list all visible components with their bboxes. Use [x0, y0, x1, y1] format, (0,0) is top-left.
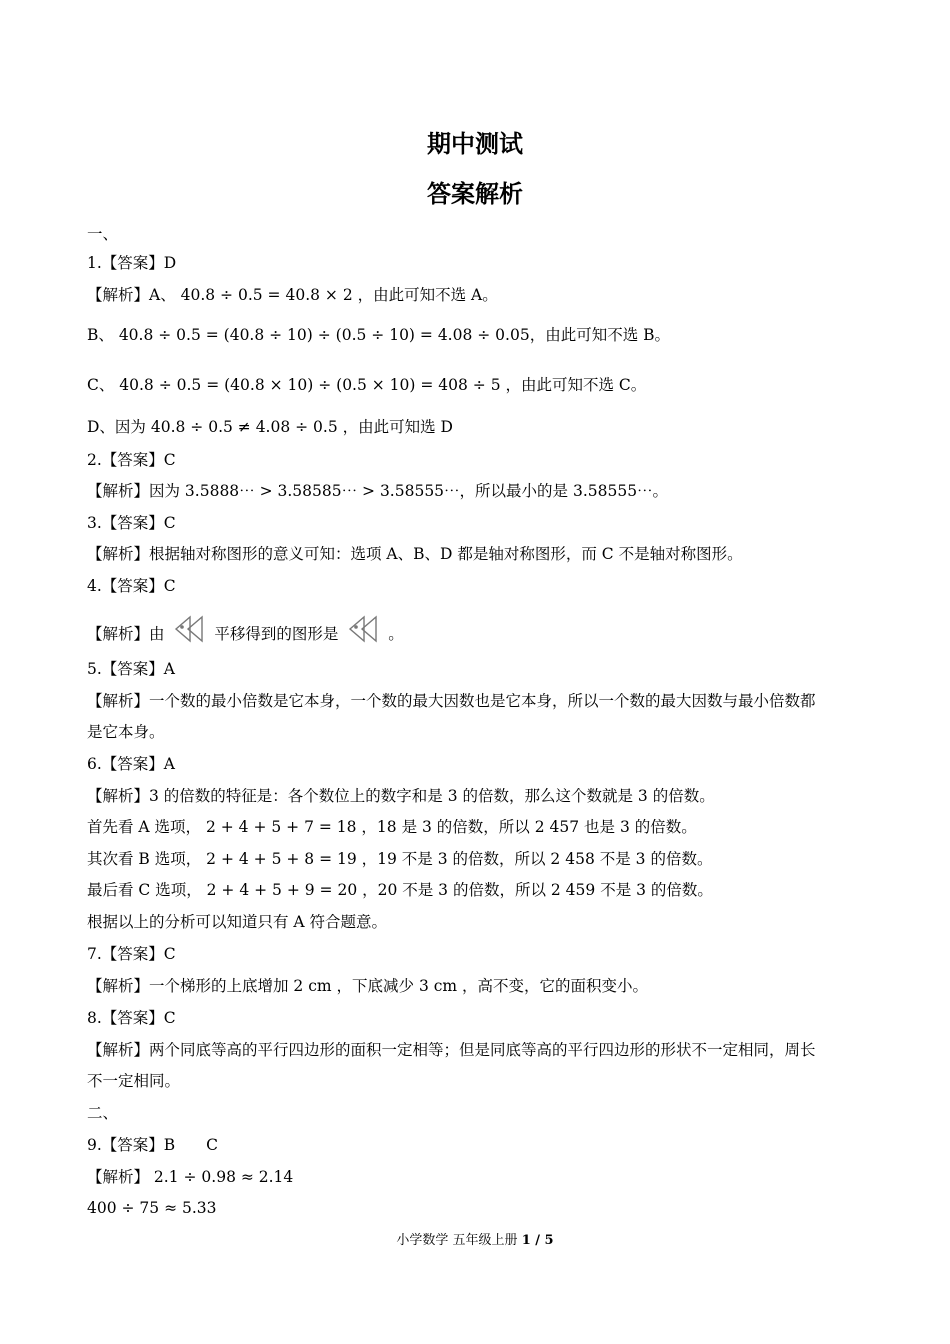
- q4-analysis-line: [87, 614, 877, 656]
- analysis-line: B、 40.8 ÷ 0.5 = (40.8 ÷ 10) ÷ (0.5 ÷ 10) = 4.08 ÷ 0.05，由此可知不选 B。: [87, 326, 671, 344]
- answer-line: 8.【答案】C: [87, 1009, 176, 1027]
- section-heading: 一、: [87, 225, 119, 243]
- answer-line: 5.【答案】A: [87, 660, 175, 678]
- analysis-line: 【解析】3 的倍数的特征是：各个数位上的数字和是 3 的倍数，那么这个数就是 3 的倍数。: [87, 787, 715, 805]
- double-triangle-left-icon: [346, 614, 380, 656]
- analysis-line: 不一定相同。: [87, 1072, 181, 1090]
- analysis-line: 【解析】因为 3.5888⋯ > 3.58585⋯ > 3.58555⋯，所以最小的是 3.58555⋯。: [87, 482, 669, 500]
- analysis-line: 根据以上的分析可以知道只有 A 符合题意。: [87, 913, 388, 931]
- analysis-line: C、 40.8 ÷ 0.5 = (40.8 × 10) ÷ (0.5 × 10) = 408 ÷ 5 ，由此可知不选 C。: [87, 376, 647, 394]
- analysis-line: 400 ÷ 75 ≈ 5.33: [87, 1199, 217, 1217]
- analysis-line: 【解析】 2.1 ÷ 0.98 ≈ 2.14: [87, 1168, 294, 1186]
- answer-line: 2.【答案】C: [87, 451, 176, 469]
- answer-line: 9.【答案】B C: [87, 1136, 219, 1154]
- q4-suffix: 。: [388, 625, 404, 643]
- page-subtitle: 答案解析: [427, 180, 523, 208]
- analysis-line: 首先看 A 选项， 2 + 4 + 5 + 7 = 18 ，18 是 3 的倍数，所以 2 457 也是 3 的倍数。: [87, 818, 697, 836]
- analysis-line: 【解析】一个数的最小倍数是它本身，一个数的最大因数也是它本身，所以一个数的最大因数与最小倍数都: [87, 692, 816, 710]
- page-footer: [0, 1229, 950, 1248]
- analysis-line: 其次看 B 选项， 2 + 4 + 5 + 8 = 19 ，19 不是 3 的倍数，所以 2 458 不是 3 的倍数。: [87, 850, 713, 868]
- answer-line: 1.【答案】D: [87, 254, 177, 272]
- answer-line: 3.【答案】C: [87, 514, 176, 532]
- analysis-line: 【解析】一个梯形的上底增加 2 cm ，下底减少 3 cm ，高不变，它的面积变小。: [87, 977, 649, 995]
- analysis-line: 【解析】两个同底等高的平行四边形的面积一定相等；但是同底等高的平行四边形的形状不一定相同，周长: [87, 1041, 816, 1059]
- answer-line: 4.【答案】C: [87, 577, 176, 595]
- footer-subject: 小学数学 五年级上册: [396, 1233, 518, 1248]
- section-heading: 二、: [87, 1104, 119, 1122]
- q4-prefix: 【解析】由: [87, 625, 165, 643]
- answer-line: 6.【答案】A: [87, 755, 175, 773]
- analysis-line: 【解析】根据轴对称图形的意义可知：选项 A、B、D 都是轴对称图形，而 C 不是轴对称图形。: [87, 545, 743, 563]
- analysis-line: 最后看 C 选项， 2 + 4 + 5 + 9 = 20 ，20 不是 3 的倍数，所以 2 459 不是 3 的倍数。: [87, 881, 713, 899]
- analysis-line: 【解析】A、 40.8 ÷ 0.5 = 40.8 × 2 ，由此可知不选 A。: [87, 286, 498, 304]
- page-title: 期中测试: [427, 130, 523, 158]
- analysis-line: 是它本身。: [87, 723, 165, 741]
- double-triangle-left-icon: [172, 614, 206, 656]
- q4-middle: 平移得到的图形是: [214, 625, 339, 643]
- answer-line: 7.【答案】C: [87, 945, 176, 963]
- footer-page-number: 1 / 5: [521, 1233, 554, 1248]
- analysis-line: D、因为 40.8 ÷ 0.5 ≠ 4.08 ÷ 0.5 ，由此可知选 D: [87, 418, 453, 436]
